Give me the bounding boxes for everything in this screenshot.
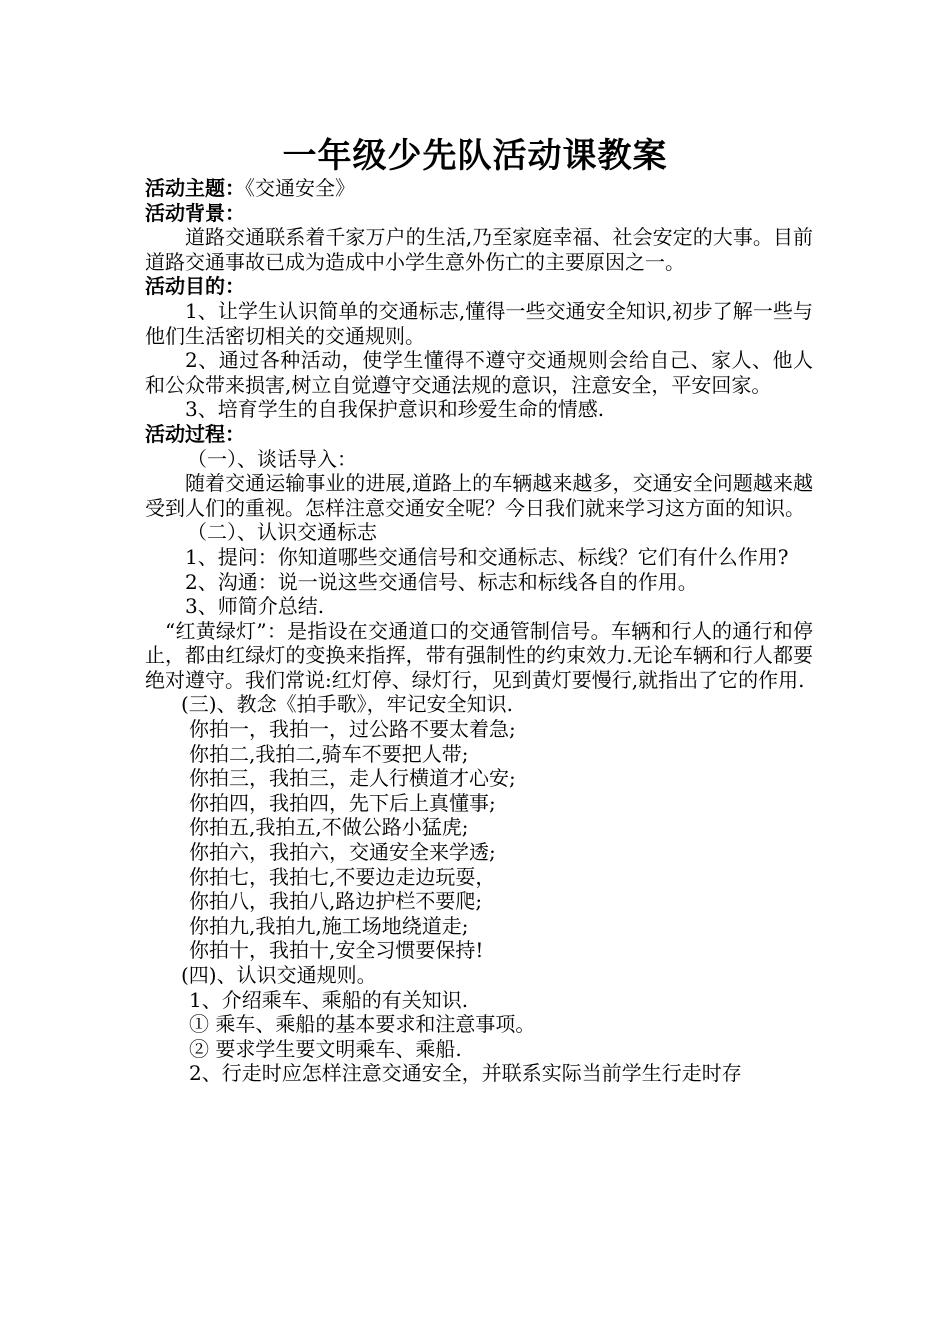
document-body [145,176,813,1086]
song-line: 你拍六，我拍六，交通安全来学透; [189,840,496,865]
purpose-label: 活动目的： [145,274,245,299]
rule-item: ① 乘车、乘船的基本要求和注意事项。 [189,1012,536,1037]
question-item: 3、师简介总结. [185,594,325,619]
process-label: 活动过程： [145,421,245,446]
song-line: 你拍四，我拍四，先下后上真懂事; [189,790,496,815]
song-line: 你拍十，我拍十,安全习惯要保持! [189,938,484,963]
question-item: 2、沟通：说一说这些交通信号、标志和标线各自的作用。 [185,569,698,594]
section-heading: （二）、认识交通标志 [187,520,377,545]
section-heading: (四)、认识交通规则。 [181,963,377,987]
rule-item: 2、行走时应怎样注意交通安全，并联系实际当前学生行走时存 [189,1061,742,1086]
section-heading: （一）、谈话导入： [187,446,357,471]
section-text: 随着交通运输事业的进展,道路上的车辆越来越多，交通安全问题越来越受到人们的重视。怎样注意交通安全呢？今日我们就来学习这方面的知识。 [145,471,813,520]
background-label: 活动背景： [145,200,245,225]
song-line: 你拍三，我拍三，走人行横道才心安; [189,766,516,791]
song-line: 你拍九,我拍九,施工场地绕道走; [189,913,469,938]
section-heading: (三)、教念《拍手歌》，牢记安全知识. [181,692,513,717]
purpose-item: 3、培育学生的自我保护意识和珍爱生命的情感. [185,397,605,422]
question-item: 1、提问：你知道哪些交通信号和交通标志、标线？它们有什么作用? [185,544,789,569]
page-title: 一年级少先队活动课教案 [282,136,668,176]
traffic-light-text: “红黄绿灯”：是指设在交通道口的交通管制信号。车辆和行人的通行和停止，都由红绿灯的变换来指挥，带有强制性的约束效力.无论车辆和行人都要绝对遵守。我们常说:红灯停、绿灯行，见到黄灯要慢行,就指出了它的作用. [145,618,813,692]
theme-label: 活动主题： [145,176,245,200]
song-line: 你拍五,我拍五,不做公路小猛虎; [189,815,469,840]
rule-item: ② 要求学生要文明乘车、乘船. [189,1036,462,1061]
song-line: 你拍一，我拍一，过公路不要太着急; [189,717,516,742]
clapping-song [145,717,813,963]
theme-value: 《交通安全》 [245,176,355,200]
purpose-item: 1、让学生认识简单的交通标志,懂得一些交通安全知识,初步了解一些与他们生活密切相关的交通规则。 [145,298,813,348]
theme-line [145,176,813,201]
song-line: 你拍二,我拍二,骑车不要把人带; [189,741,469,766]
background-text: 道路交通联系着千家万户的生活,乃至家庭幸福、社会安定的大事。目前道路交通事故已成为造成中小学生意外伤亡的主要原因之一。 [145,225,813,274]
song-line: 你拍七，我拍七,不要边走边玩耍， [189,864,496,889]
song-line: 你拍八，我拍八,路边护栏不要爬; [189,889,483,914]
purpose-item: 2、通过各种活动，使学生懂得不遵守交通规则会给自己、家人、他人和公众带来损害,树立自觉遵守交通法规的意识，注意安全，平安回家。 [145,348,813,397]
rule-item: 1、介绍乘车、乘船的有关知识. [189,987,469,1012]
